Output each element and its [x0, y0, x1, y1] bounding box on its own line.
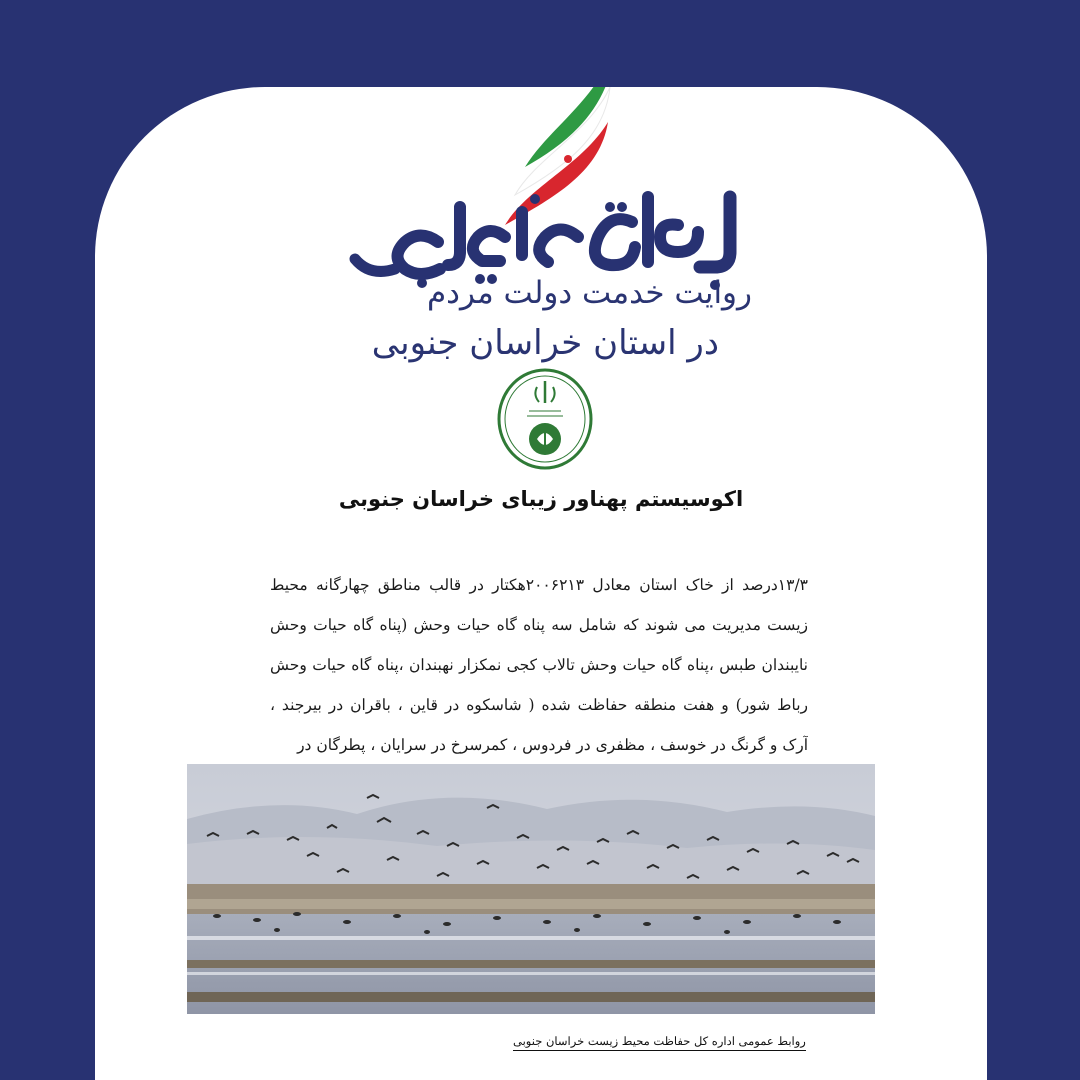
environment-emblem-icon: [495, 367, 595, 471]
wetland-birds-photo: [187, 764, 875, 1014]
environment-emblem: [495, 367, 595, 471]
campaign-tagline: روایت خدمت دولت مردم: [426, 275, 752, 311]
province-line: در استان خراسان جنوبی: [371, 323, 719, 363]
content-card: [95, 87, 987, 1080]
article-title: اکوسیستم پهناور زیبای خراسان جنوبی: [338, 487, 744, 511]
article-body: ۱۳/۳درصد از خاک استان معادل ۲۰۰۶۲۱۳هکتار در قالب مناطق چهارگانه محیط زیست مدیریت می شوند که شامل سه پناه گاه حیات وحش (پناه گاه حیات وحش نایبندان طبس ،پناه گاه حیات وحش تالاب کجی نمکزار نهبندان ،پناه گاه حیات وحش رباط شور) و هفت منطقه حفاظت شده ( شاسکوه در قاین ، باقران در بیرجند ، آرک و گرنگ در خوسف ، مظفری در فردوس ، کمرسرخ در سرایان ، پطرگان در: [270, 576, 808, 754]
credit-line: روابط عمومی اداره کل حفاظت محیط زیست خراسان جنوبی: [513, 1034, 806, 1051]
